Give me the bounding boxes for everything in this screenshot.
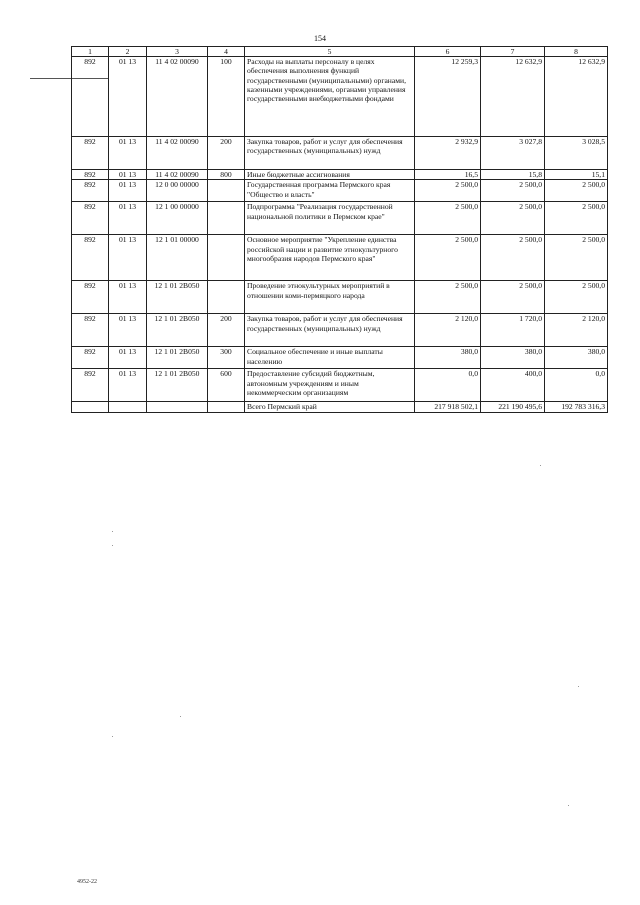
footer-code: 4952-22 — [77, 879, 97, 885]
page-number: 154 — [314, 34, 326, 43]
table-row — [72, 202, 608, 235]
expense-type — [208, 202, 245, 235]
amount-col6: 12 259,3 — [415, 57, 481, 137]
empty-cell — [109, 402, 147, 412]
target-article: 11 4 02 00090 — [147, 170, 208, 180]
table-row — [72, 170, 608, 180]
admin-code: 892 — [72, 170, 109, 180]
row-description: Закупка товаров, работ и услуг для обеспечения государственных (муниципальных) нужд — [245, 314, 415, 347]
row-description: Основное мероприятие "Укрепление единства российской нации и развитие этнокультурного многообразия народов Пермского края" — [245, 235, 415, 281]
column-number: 6 — [415, 47, 481, 57]
column-number: 3 — [147, 47, 208, 57]
row-description: Иные бюджетные ассигнования — [245, 170, 415, 180]
amount-col8: 2 500,0 — [545, 281, 608, 314]
amount-col8: 3 028,5 — [545, 137, 608, 170]
table-row — [72, 314, 608, 347]
expense-type — [208, 281, 245, 314]
admin-code: 892 — [72, 281, 109, 314]
section-code: 01 13 — [109, 57, 147, 137]
table-row — [72, 180, 608, 202]
scan-dot — [112, 736, 113, 737]
target-article: 12 1 01 2В050 — [147, 369, 208, 402]
amount-col8: 2 500,0 — [545, 202, 608, 235]
table-row — [72, 369, 608, 402]
empty-cell — [72, 402, 109, 412]
amount-col7: 15,8 — [481, 170, 545, 180]
row-description: Государственная программа Пермского края "Общество и власть" — [245, 180, 415, 202]
total-row — [72, 402, 608, 412]
amount-col7: 400,0 — [481, 369, 545, 402]
row-description: Проведение этнокультурных мероприятий в отношении коми-пермяцкого народа — [245, 281, 415, 314]
expense-type: 800 — [208, 170, 245, 180]
expense-type: 300 — [208, 347, 245, 369]
amount-col6: 2 500,0 — [415, 235, 481, 281]
amount-col6: 2 500,0 — [415, 202, 481, 235]
column-number: 5 — [245, 47, 415, 57]
admin-code: 892 — [72, 235, 109, 281]
empty-cell — [208, 402, 245, 412]
section-code: 01 13 — [109, 235, 147, 281]
amount-col8: 2 120,0 — [545, 314, 608, 347]
row-description: Социальное обеспечение и иные выплаты населению — [245, 347, 415, 369]
column-number: 2 — [109, 47, 147, 57]
target-article: 12 0 00 00000 — [147, 180, 208, 202]
section-code: 01 13 — [109, 347, 147, 369]
amount-col8: 0,0 — [545, 369, 608, 402]
table-row — [72, 57, 608, 137]
expense-type: 600 — [208, 369, 245, 402]
target-article: 11 4 02 00090 — [147, 57, 208, 137]
amount-col6: 380,0 — [415, 347, 481, 369]
column-number-row — [72, 47, 608, 57]
section-code: 01 13 — [109, 137, 147, 170]
amount-col7: 2 500,0 — [481, 180, 545, 202]
amount-col7: 380,0 — [481, 347, 545, 369]
scan-dot — [112, 531, 113, 532]
admin-code: 892 — [72, 347, 109, 369]
table-row — [72, 281, 608, 314]
table-row — [72, 235, 608, 281]
expense-type — [208, 235, 245, 281]
amount-col8: 380,0 — [545, 347, 608, 369]
admin-code: 892 — [72, 57, 109, 137]
amount-col6: 0,0 — [415, 369, 481, 402]
section-code: 01 13 — [109, 314, 147, 347]
total-label: Всего Пермский край — [245, 402, 415, 412]
expense-type — [208, 180, 245, 202]
admin-code: 892 — [72, 369, 109, 402]
row-description: Предоставление субсидий бюджетным, автономным учреждениям и иным некоммерческим организациям — [245, 369, 415, 402]
section-code: 01 13 — [109, 369, 147, 402]
column-number: 4 — [208, 47, 245, 57]
amount-col8: 15,1 — [545, 170, 608, 180]
amount-col6: 2 932,9 — [415, 137, 481, 170]
section-code: 01 13 — [109, 202, 147, 235]
scan-dot — [540, 465, 541, 466]
total-col6: 217 918 502,1 — [415, 402, 481, 412]
target-article: 12 1 01 00000 — [147, 235, 208, 281]
total-col7: 221 190 495,6 — [481, 402, 545, 412]
budget-table — [71, 46, 608, 413]
admin-code: 892 — [72, 137, 109, 170]
target-article: 11 4 02 00090 — [147, 137, 208, 170]
amount-col7: 3 027,8 — [481, 137, 545, 170]
scan-dot — [568, 805, 569, 806]
scan-dot — [578, 686, 579, 687]
table-row — [72, 347, 608, 369]
amount-col8: 2 500,0 — [545, 180, 608, 202]
amount-col6: 2 500,0 — [415, 180, 481, 202]
amount-col6: 2 500,0 — [415, 281, 481, 314]
amount-col7: 1 720,0 — [481, 314, 545, 347]
admin-code: 892 — [72, 202, 109, 235]
expense-type: 200 — [208, 314, 245, 347]
row-description: Подпрограмма "Реализация государственной национальной политики в Пермском крае" — [245, 202, 415, 235]
empty-cell — [147, 402, 208, 412]
row-description: Закупка товаров, работ и услуг для обеспечения государственных (муниципальных) нужд — [245, 137, 415, 170]
target-article: 12 1 00 00000 — [147, 202, 208, 235]
section-code: 01 13 — [109, 180, 147, 202]
expense-type: 200 — [208, 137, 245, 170]
section-code: 01 13 — [109, 281, 147, 314]
table-row — [72, 137, 608, 170]
scan-dot — [112, 545, 113, 546]
section-code: 01 13 — [109, 170, 147, 180]
target-article: 12 1 01 2В050 — [147, 347, 208, 369]
scan-dot — [180, 716, 181, 717]
admin-code: 892 — [72, 180, 109, 202]
row-description: Расходы на выплаты персоналу в целях обеспечения выполнения функций государственными (муниципальными) органами, казенными учреждениями, органами управления государственными внебюджетными фондами — [245, 57, 415, 137]
column-number: 8 — [545, 47, 608, 57]
target-article: 12 1 01 2В050 — [147, 281, 208, 314]
column-number: 1 — [72, 47, 109, 57]
amount-col8: 12 632,9 — [545, 57, 608, 137]
target-article: 12 1 01 2В050 — [147, 314, 208, 347]
admin-code: 892 — [72, 314, 109, 347]
amount-col7: 2 500,0 — [481, 202, 545, 235]
column-number: 7 — [481, 47, 545, 57]
amount-col6: 16,5 — [415, 170, 481, 180]
amount-col8: 2 500,0 — [545, 235, 608, 281]
amount-col7: 2 500,0 — [481, 235, 545, 281]
expense-type: 100 — [208, 57, 245, 137]
amount-col6: 2 120,0 — [415, 314, 481, 347]
amount-col7: 12 632,9 — [481, 57, 545, 137]
amount-col7: 2 500,0 — [481, 281, 545, 314]
total-col8: 192 783 316,3 — [545, 402, 608, 412]
